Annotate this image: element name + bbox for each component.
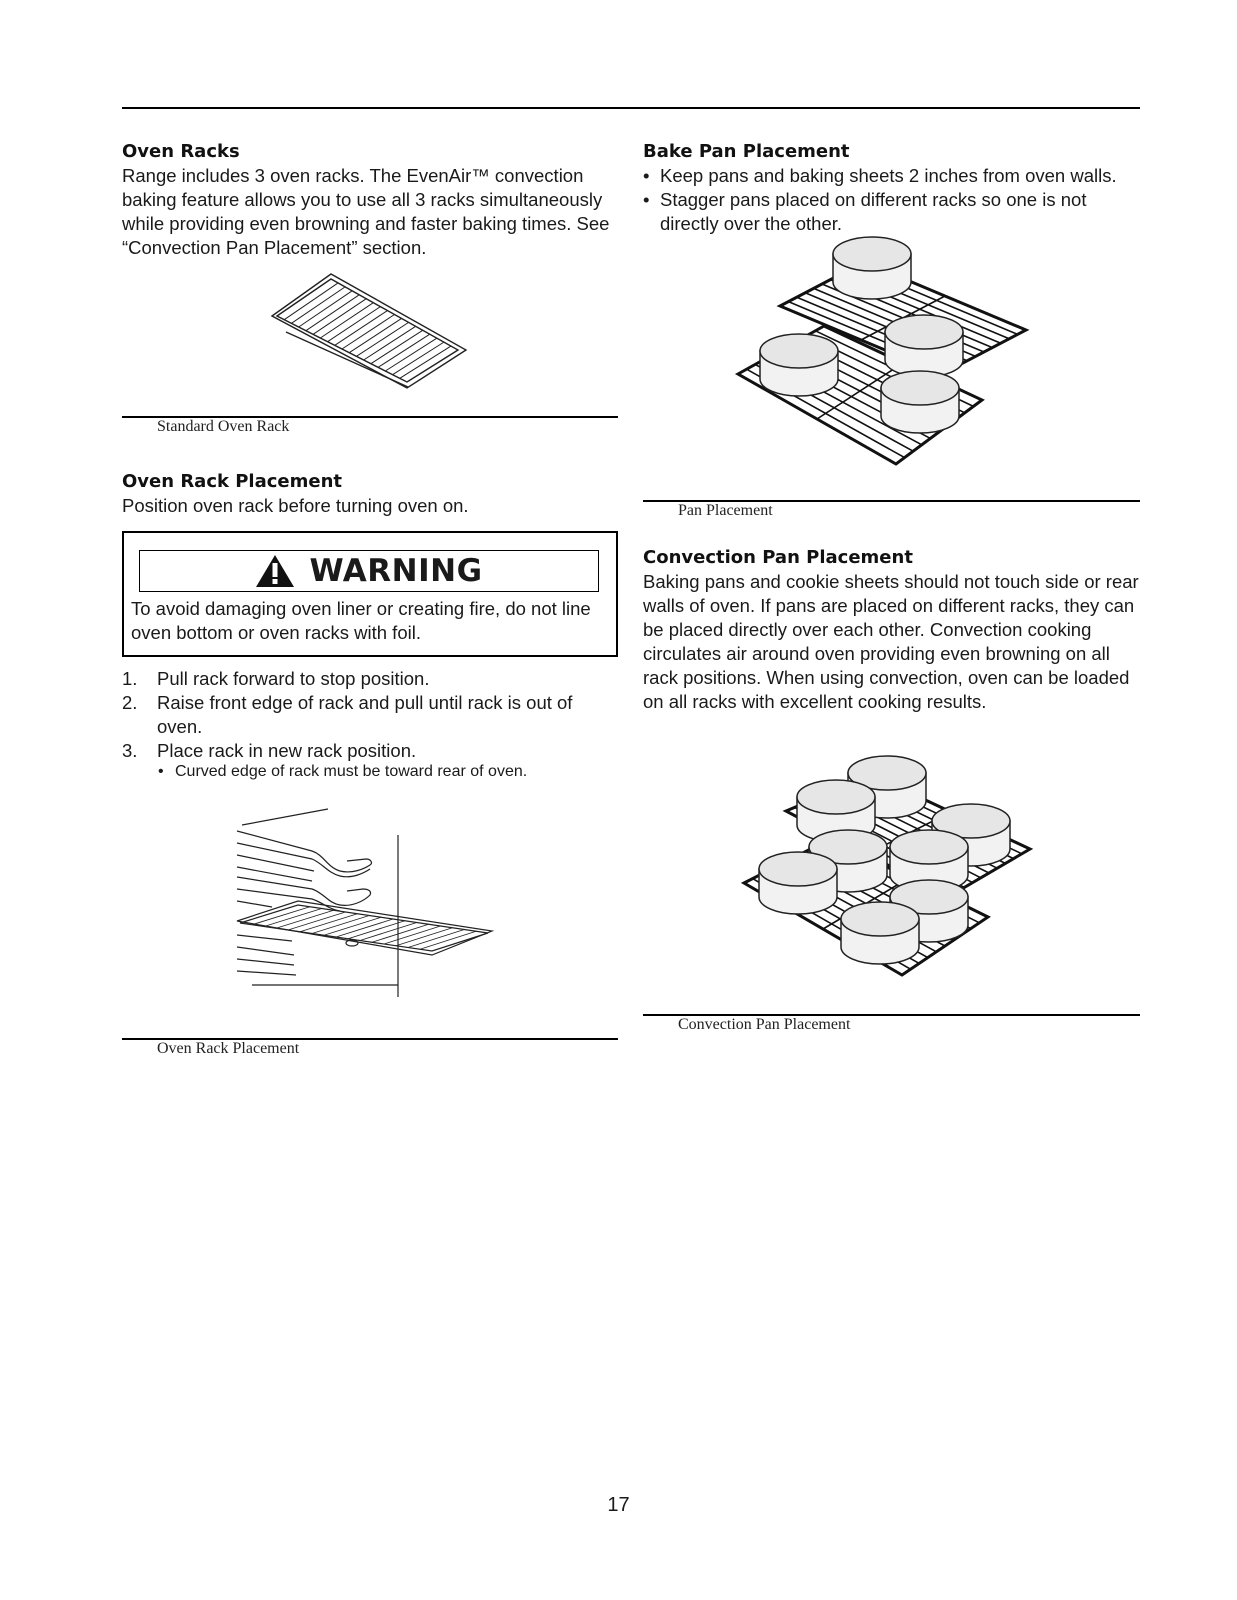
bake-pan-bullet: • Keep pans and baking sheets 2 inches from oven walls. (643, 165, 1117, 186)
cake-pan-rim (841, 902, 919, 936)
convection-pan-heading: Convection Pan Placement (643, 547, 913, 568)
cake-pan (760, 334, 838, 396)
rack-bar (378, 334, 430, 367)
rack-bar (252, 907, 310, 925)
convection-pan-section (643, 546, 1143, 714)
rack-bar (372, 924, 429, 942)
oven-rack-placement-caption: Oven Rack Placement (157, 1040, 300, 1057)
rack-bar (264, 909, 322, 927)
page-number: 17 (607, 1494, 630, 1516)
rack-bar (396, 928, 452, 946)
oven-racks-heading: Oven Racks (122, 141, 240, 162)
step-item: 3. Place rack in new rack position. (122, 740, 417, 761)
rack-bar (328, 307, 381, 342)
rack-bar (356, 322, 408, 356)
pan-placement-illustration (736, 240, 1028, 468)
bake-pan-heading: Bake Pan Placement (643, 141, 850, 162)
standard-oven-rack-caption: Standard Oven Rack (157, 418, 290, 435)
rack-bar (408, 930, 464, 948)
rack-bar (349, 318, 401, 352)
rack-placement-body: Position oven rack before turning oven on. (122, 495, 469, 516)
rack-bar (313, 299, 366, 335)
oven-racks-body: Range includes 3 oven racks. The EvenAir™ convection baking feature allows you to use all 3 racks simultaneously while providing even browning and faster baking times. See “Convection Pan Placement” section. (122, 165, 610, 258)
step-item: 2. Raise front edge of rack and pull until rack is out of oven. (122, 692, 573, 737)
rack-bar (324, 917, 381, 935)
cake-pan (885, 315, 963, 377)
top-rule (122, 107, 1140, 109)
cake-pan-rim (759, 852, 837, 886)
standard-oven-rack-illustration (268, 270, 470, 390)
rack-bar (385, 338, 436, 371)
rack-bar (276, 910, 334, 928)
bake-pan-section (643, 140, 1143, 236)
cake-pan-rim (797, 780, 875, 814)
rack-bar (364, 326, 416, 360)
warning-title: WARNING (309, 553, 483, 589)
rack-bar (384, 926, 441, 944)
warning-triangle-icon (255, 554, 295, 588)
rack-bar (312, 916, 369, 934)
convection-pan-placement-illustration (742, 757, 1034, 979)
cake-pan-rim (760, 334, 838, 368)
oven-rack-placement-illustration (232, 805, 502, 1000)
rack-bar (342, 315, 395, 350)
cake-pan (881, 371, 959, 433)
rack-bar (400, 346, 451, 378)
warning-box (122, 531, 618, 657)
rack-placement-heading: Oven Rack Placement (122, 471, 343, 492)
rack-bar (371, 330, 423, 363)
bake-pan-bullet: • Stagger pans placed on different racks so one is not directly over the other. (643, 189, 1087, 234)
convection-pan-placement-caption: Convection Pan Placement (678, 1016, 851, 1033)
cake-pan (759, 852, 837, 914)
step-item: 1. Pull rack forward to stop position. (122, 668, 430, 689)
sub-bullet: • Curved edge of rack must be toward rear of oven. (158, 763, 528, 780)
warning-title-box (139, 550, 599, 592)
rack-bar (335, 311, 388, 346)
bullet-dot: • (158, 763, 164, 780)
oven-racks-section (122, 140, 618, 260)
pan-placement-caption: Pan Placement (678, 502, 773, 519)
cake-pan-rim (890, 830, 968, 864)
rack-bar (306, 295, 359, 331)
rack-bar (348, 921, 405, 939)
rack-steps (122, 667, 618, 781)
warning-text: To avoid damaging oven liner or creating fire, do not line oven bottom or oven racks with foil. (131, 598, 591, 643)
cake-pan (841, 902, 919, 964)
convection-pan-body: Baking pans and cookie sheets should not touch side or rear walls of oven. If pans are placed on different racks, they can be placed directly over each other. Convection cooking circulates air around oven providing even browning on all rack positions. When using convection, oven can be loaded on all racks with excellent cooking results. (643, 571, 1139, 712)
rack-bar (336, 919, 393, 937)
rack-bar (320, 303, 373, 338)
rack-bar (300, 914, 357, 932)
cake-pan-rim (885, 315, 963, 349)
rack-placement-section (122, 470, 618, 518)
cake-pan-rim (833, 237, 911, 271)
rack-bar (360, 923, 417, 941)
cake-pan-rim (881, 371, 959, 405)
cake-pan (833, 237, 911, 299)
rack-bar (288, 912, 346, 930)
